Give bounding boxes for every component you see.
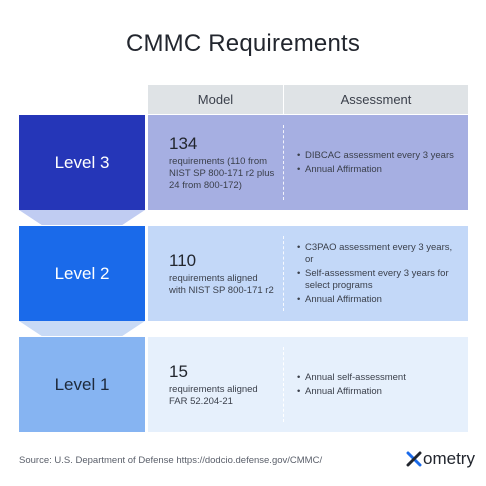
level-3-desc-line: requirements (110 from	[169, 155, 268, 167]
level-3-assessment	[297, 115, 458, 210]
level-3-panel	[148, 115, 468, 210]
level-1-assessment	[297, 337, 458, 432]
source-citation: Source: U.S. Department of Defense https://dodcio.defense.gov/CMMC/	[19, 455, 323, 466]
level-1-description	[169, 384, 281, 408]
level-2-block: Level 2	[19, 226, 145, 321]
assessment-item: • Annual Affirmation	[297, 294, 458, 306]
level-1-desc-line: FAR 52.204-21	[169, 395, 233, 407]
column-divider	[283, 236, 284, 311]
assessment-item: • Annual Affirmation	[297, 386, 458, 398]
level-1-model	[169, 337, 281, 432]
level-2-description	[169, 273, 281, 297]
xometry-x-icon	[406, 451, 422, 467]
xometry-logo	[406, 449, 475, 469]
assessment-item: • Annual Affirmation	[297, 164, 458, 176]
assessment-item: • DIBCAC assessment every 3 years	[297, 150, 458, 162]
level-3-desc-line: 24 from 800-172)	[169, 179, 242, 191]
level-3-model	[169, 115, 281, 210]
level-2-assessment	[297, 226, 458, 321]
level-3-block: Level 3	[19, 115, 145, 210]
level-3-connector	[19, 210, 145, 225]
level-1-count: 15	[169, 361, 188, 381]
model-column-header: Model	[148, 85, 283, 114]
assessment-column-header: Assessment	[284, 85, 468, 114]
assessment-item: • Self-assessment every 3 years for select programs	[297, 268, 458, 292]
level-2-connector	[19, 321, 145, 336]
column-divider	[283, 125, 284, 200]
level-2-model	[169, 226, 281, 321]
level-3-desc-line: NIST SP 800-171 r2 plus	[169, 167, 275, 179]
level-3-description	[169, 156, 281, 192]
page-title: CMMC Requirements	[125, 30, 361, 57]
assessment-item: • C3PAO assessment every 3 years, or	[297, 242, 458, 266]
level-1-desc-line: requirements aligned	[169, 383, 258, 395]
level-2-panel	[148, 226, 468, 321]
column-divider	[283, 347, 284, 422]
level-3-count: 134	[169, 133, 198, 153]
assessment-item: • Annual self-assessment	[297, 372, 458, 384]
brand-wordmark: ometry	[423, 449, 475, 468]
level-2-desc-line: with NIST SP 800-171 r2	[169, 284, 274, 296]
level-2-count: 110	[169, 250, 197, 270]
level-2-desc-line: requirements aligned	[169, 272, 258, 284]
level-1-panel	[148, 337, 468, 432]
level-1-block: Level 1	[19, 337, 145, 432]
